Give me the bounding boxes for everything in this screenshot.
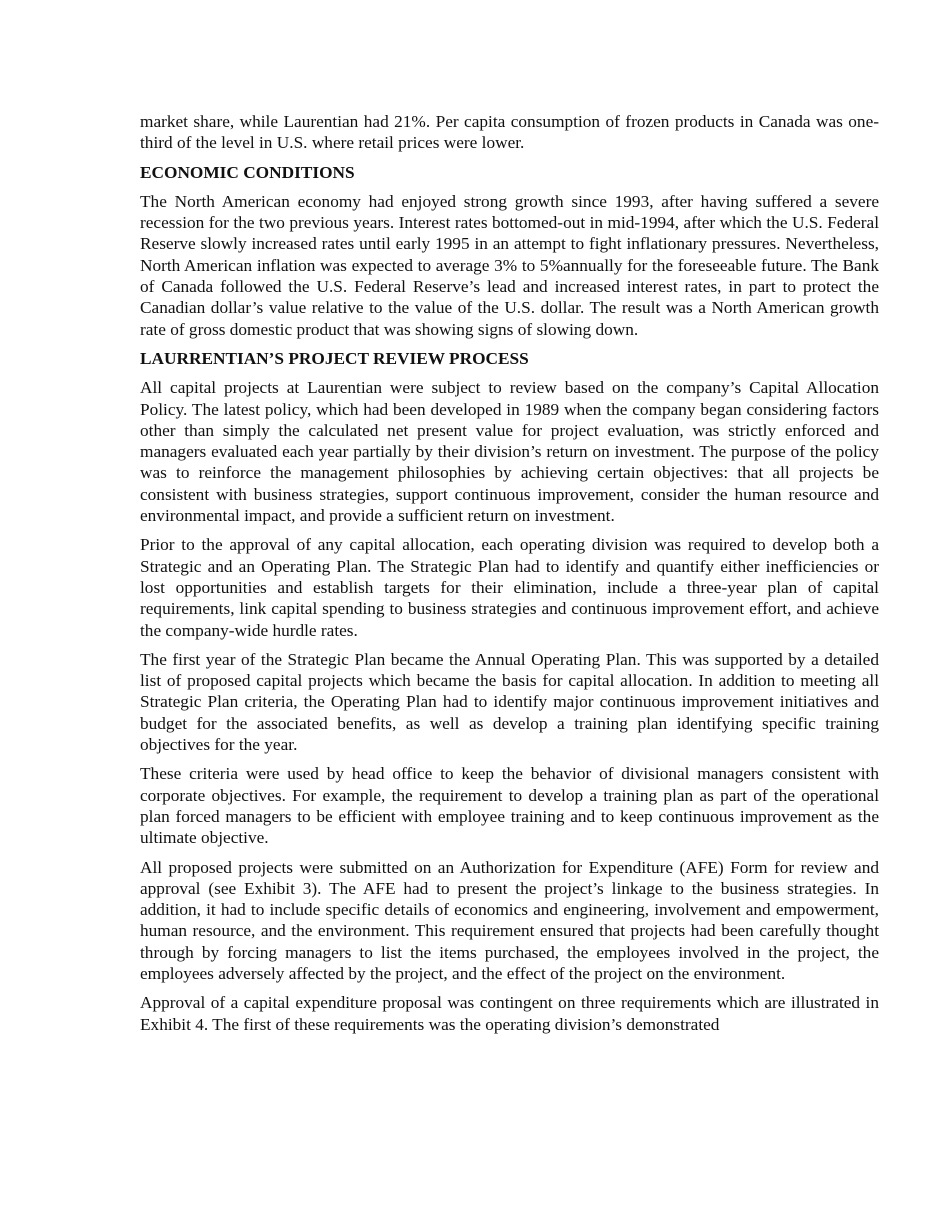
heading-economic-conditions: ECONOMIC CONDITIONS — [140, 162, 355, 182]
paragraph-economy: The North American economy had enjoyed strong growth since 1993, after having suffered a severe recession for the two previous years. Interest rates bottomed-out in mid-1994, after which the U.S. Federal Reserve slowly increased rates until early 1995 in an attempt to fight inflationary pressures. Nevertheless, North American inflation was expected to average 3% to 5%annually for the foreseeable future. The Bank of Canada followed the U.S. Federal Reserve’s lead and increased interest rates, in part to protect the Canadian dollar’s value relative to the value of the U.S. dollar. The result was a North American growth rate of gross domestic product that was showing signs of slowing down. — [140, 191, 879, 339]
paragraph-operating-plan: The first year of the Strategic Plan became the Annual Operating Plan. This was supported by a detailed list of proposed capital projects which became the basis for capital allocation. In addition to meeting all Strategic Plan criteria, the Operating Plan had to identify major continuous improvement initiatives and budget for the associated benefits, as well as develop a training plan identifying specific training objectives for the year. — [140, 649, 879, 755]
paragraph-market-share: market share, while Laurentian had 21%. Per capita consumption of frozen products in Canada was one-third of the level in U.S. where retail prices were lower. — [140, 112, 879, 153]
paragraph-approval-requirements: Approval of a capital expenditure proposal was contingent on three requirements which are illustrated in Exhibit 4. The first of these requirements was the operating division’s demonstrated — [140, 993, 879, 1034]
paragraph-capital-allocation-policy: All capital projects at Laurentian were subject to review based on the company’s Capital Allocation Policy. The latest policy, which had been developed in 1989 when the company began considering factors other than simply the calculated net present value for project evaluation, was strictly enforced and managers evaluated each year partially by their division’s return on investment. The purpose of the policy was to reinforce the management philosophies by achieving certain objectives: that all projects be consistent with business strategies, support continuous improvement, consider the human resource and environmental impact, and provide a sufficient return on investment. — [140, 378, 879, 526]
document-page — [140, 111, 879, 1043]
heading-project-review-process: LAURRENTIAN’S PROJECT REVIEW PROCESS — [140, 348, 529, 368]
paragraph-criteria: These criteria were used by head office to keep the behavior of divisional managers consistent with corporate objectives. For example, the requirement to develop a training plan as part of the operational plan forced managers to be efficient with employee training and to keep continuous improvement as the ultimate objective. — [140, 764, 879, 848]
paragraph-strategic-plan: Prior to the approval of any capital allocation, each operating division was required to develop both a Strategic and an Operating Plan. The Strategic Plan had to identify and quantify either inefficiencies or lost opportunities and establish targets for their elimination, include a three-year plan of capital requirements, link capital spending to business strategies and continuous improvement effort, and achieve the company-wide hurdle rates. — [140, 535, 879, 640]
paragraph-afe-form: All proposed projects were submitted on an Authorization for Expenditure (AFE) Form for review and approval (see Exhibit 3). The AFE had to present the project’s linkage to the business strategies. In addition, it had to include specific details of economics and engineering, involvement and empowerment, human resource, and the environment. This requirement ensured that projects had been carefully thought through by forcing managers to list the items purchased, the employees involved in the project, the employees adversely affected by the project, and the effect of the project on the environment. — [140, 857, 879, 983]
